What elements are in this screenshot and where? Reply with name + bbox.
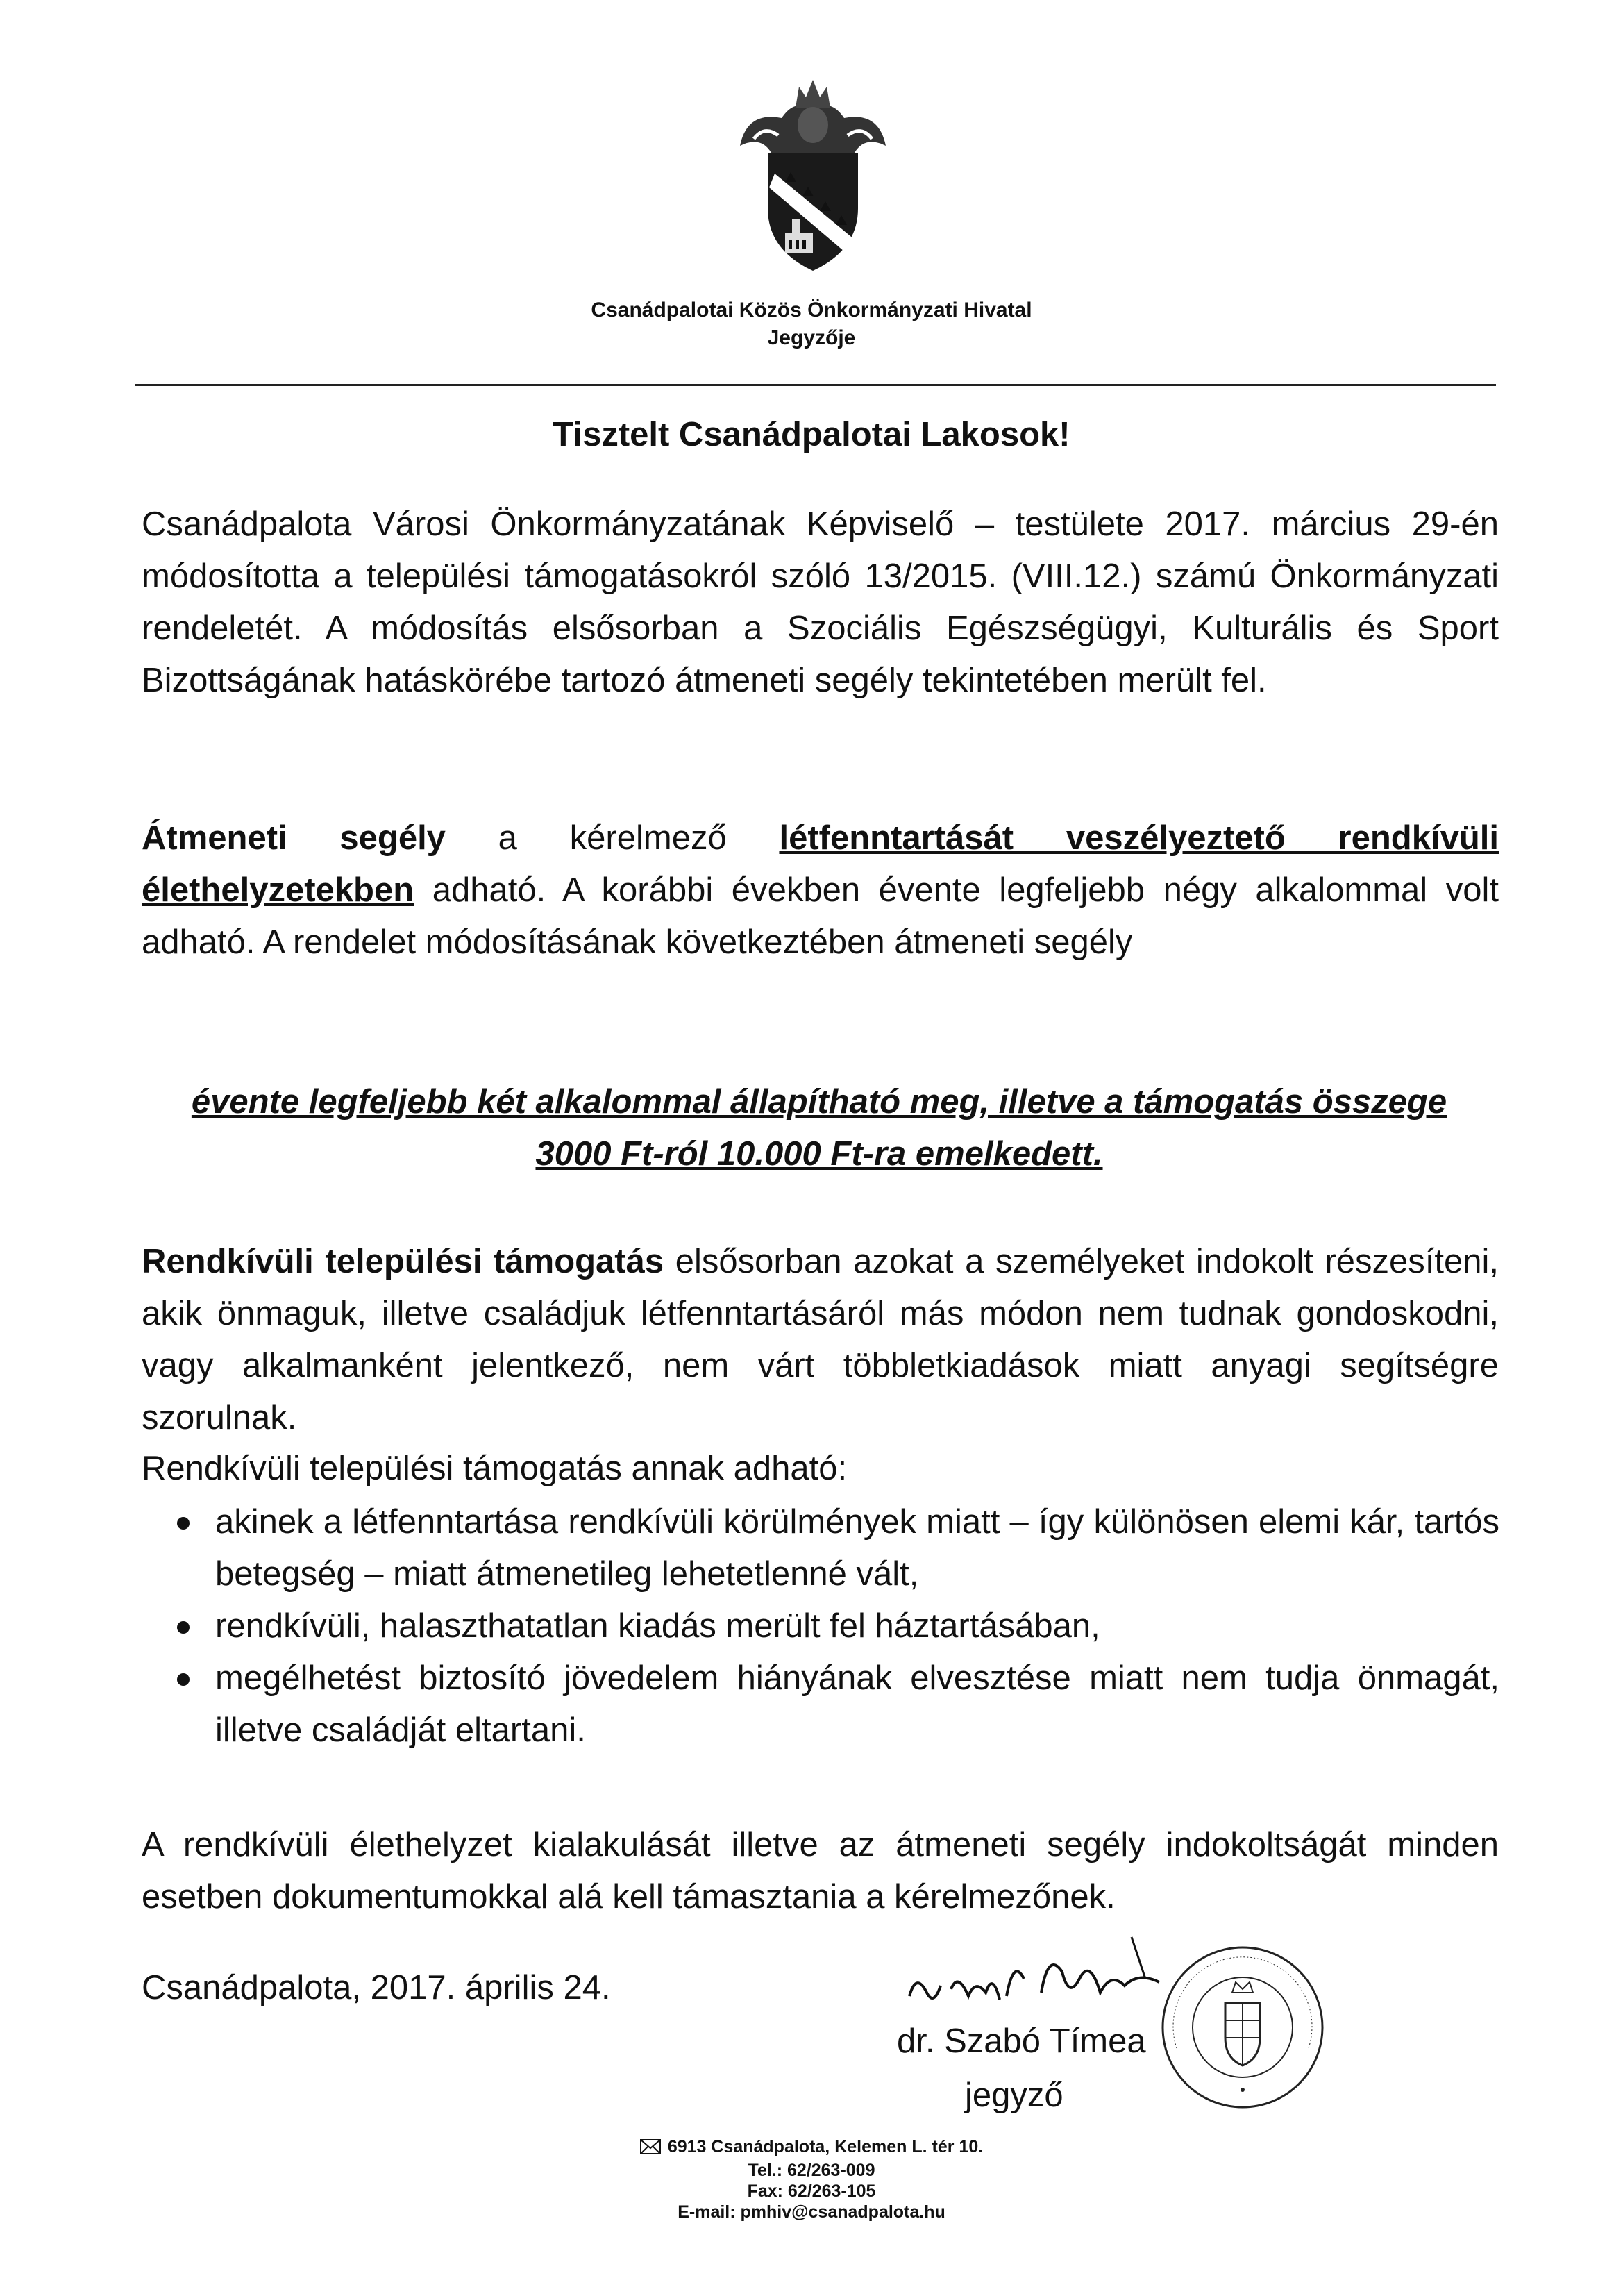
list-item bbox=[177, 1496, 1499, 1600]
temporary-aid-term: Átmeneti segély bbox=[142, 819, 446, 857]
paragraph-text: a kérelmező bbox=[445, 819, 780, 857]
paragraph-amendment: Csanádpalota Városi Önkormányzatának Képviselő – testülete 2017. március 29-én módosította a települési támogatásokról szóló 13/2015. (VIII.12.) számú Önkormányzati rendeletét. A módosítás elsősorban a Szociális Egészségügyi, Kulturális és Sport Bizottságának hatáskörébe tartozó átmeneti segély tekintetében merült fel. bbox=[142, 505, 1499, 699]
eligibility-intro: Rendkívüli települési támogatás annak adható: bbox=[142, 1450, 848, 1487]
paragraph-temporary-aid bbox=[142, 812, 1499, 969]
bullet-icon bbox=[177, 1621, 190, 1634]
list-item bbox=[177, 1600, 1499, 1652]
paragraph-text: elsősorban azokat a személyeket indokolt részesíteni, akik önmaguk, illetve családjuk létfenntartásáról más módon nem tudnak gondoskodni, vagy alkalmanként jelentkező, nem várt többletkiadások miatt anyagi segítségre szorulnak. bbox=[142, 1243, 1499, 1436]
bullet-icon bbox=[177, 1517, 190, 1530]
footer-fax: Fax: 62/263-105 bbox=[747, 2181, 876, 2201]
official-stamp bbox=[1159, 1944, 1326, 2111]
greeting-heading: Tisztelt Csanádpalotai Lakosok! bbox=[553, 416, 1070, 453]
highlighted-change: évente legfeljebb két alkalommal állapítható meg, illetve a támogatás összege 3000 Ft-ról 10.000 Ft-ra emelkedett. bbox=[191, 1083, 1447, 1173]
header-divider bbox=[135, 384, 1496, 386]
list-item-text: rendkívüli, halaszthatatlan kiadás merült fel háztartásában, bbox=[215, 1607, 1100, 1645]
paragraph-extraordinary-support bbox=[142, 1236, 1499, 1444]
issuing-office: Csanádpalotai Közös Önkormányzati Hivatal bbox=[591, 299, 1032, 321]
extraordinary-support-term: Rendkívüli települési támogatás bbox=[142, 1243, 664, 1280]
paragraph-text: adható. A korábbi években évente legfeljebb négy alkalommal volt adható. A rendelet módosításának következtében átmeneti segély bbox=[142, 871, 1499, 961]
signer-name: dr. Szabó Tímea bbox=[897, 2022, 1146, 2060]
footer-address bbox=[0, 2137, 1623, 2157]
issuing-office-role: Jegyzője bbox=[767, 326, 856, 349]
footer-phone: Tel.: 62/263-009 bbox=[748, 2161, 875, 2180]
envelope-icon bbox=[640, 2139, 661, 2154]
emphasis-life-threatening: létfenntartását veszélyeztető rendkívüli élethelyzetekben bbox=[142, 819, 1499, 909]
footer-email: E-mail: pmhiv@csanadpalota.hu bbox=[678, 2202, 945, 2222]
address-text: 6913 Csanádpalota, Kelemen L. tér 10. bbox=[667, 2137, 984, 2156]
eligibility-list bbox=[177, 1496, 1499, 1757]
closing-paragraph: A rendkívüli élethelyzet kialakulását illetve az átmeneti segély indokoltságát minden esetben dokumentumokkal alá kell támasztania a kérelmezőnek. bbox=[142, 1826, 1499, 1916]
coat-of-arms-logo bbox=[726, 69, 900, 278]
date-line: Csanádpalota, 2017. április 24. bbox=[142, 1969, 611, 2006]
list-item-text: megélhetést biztosító jövedelem hiányának elvesztése miatt nem tudja önmagát, illetve családját eltartani. bbox=[215, 1659, 1499, 1749]
bullet-icon bbox=[177, 1673, 190, 1686]
list-item-text: akinek a létfenntartása rendkívüli körülmények miatt – így különösen elemi kár, tartós betegség – miatt átmenetileg lehetetlenné vált, bbox=[215, 1503, 1499, 1593]
list-item bbox=[177, 1652, 1499, 1757]
signer-title: jegyző bbox=[965, 2077, 1063, 2114]
handwritten-signature bbox=[902, 1930, 1166, 2027]
